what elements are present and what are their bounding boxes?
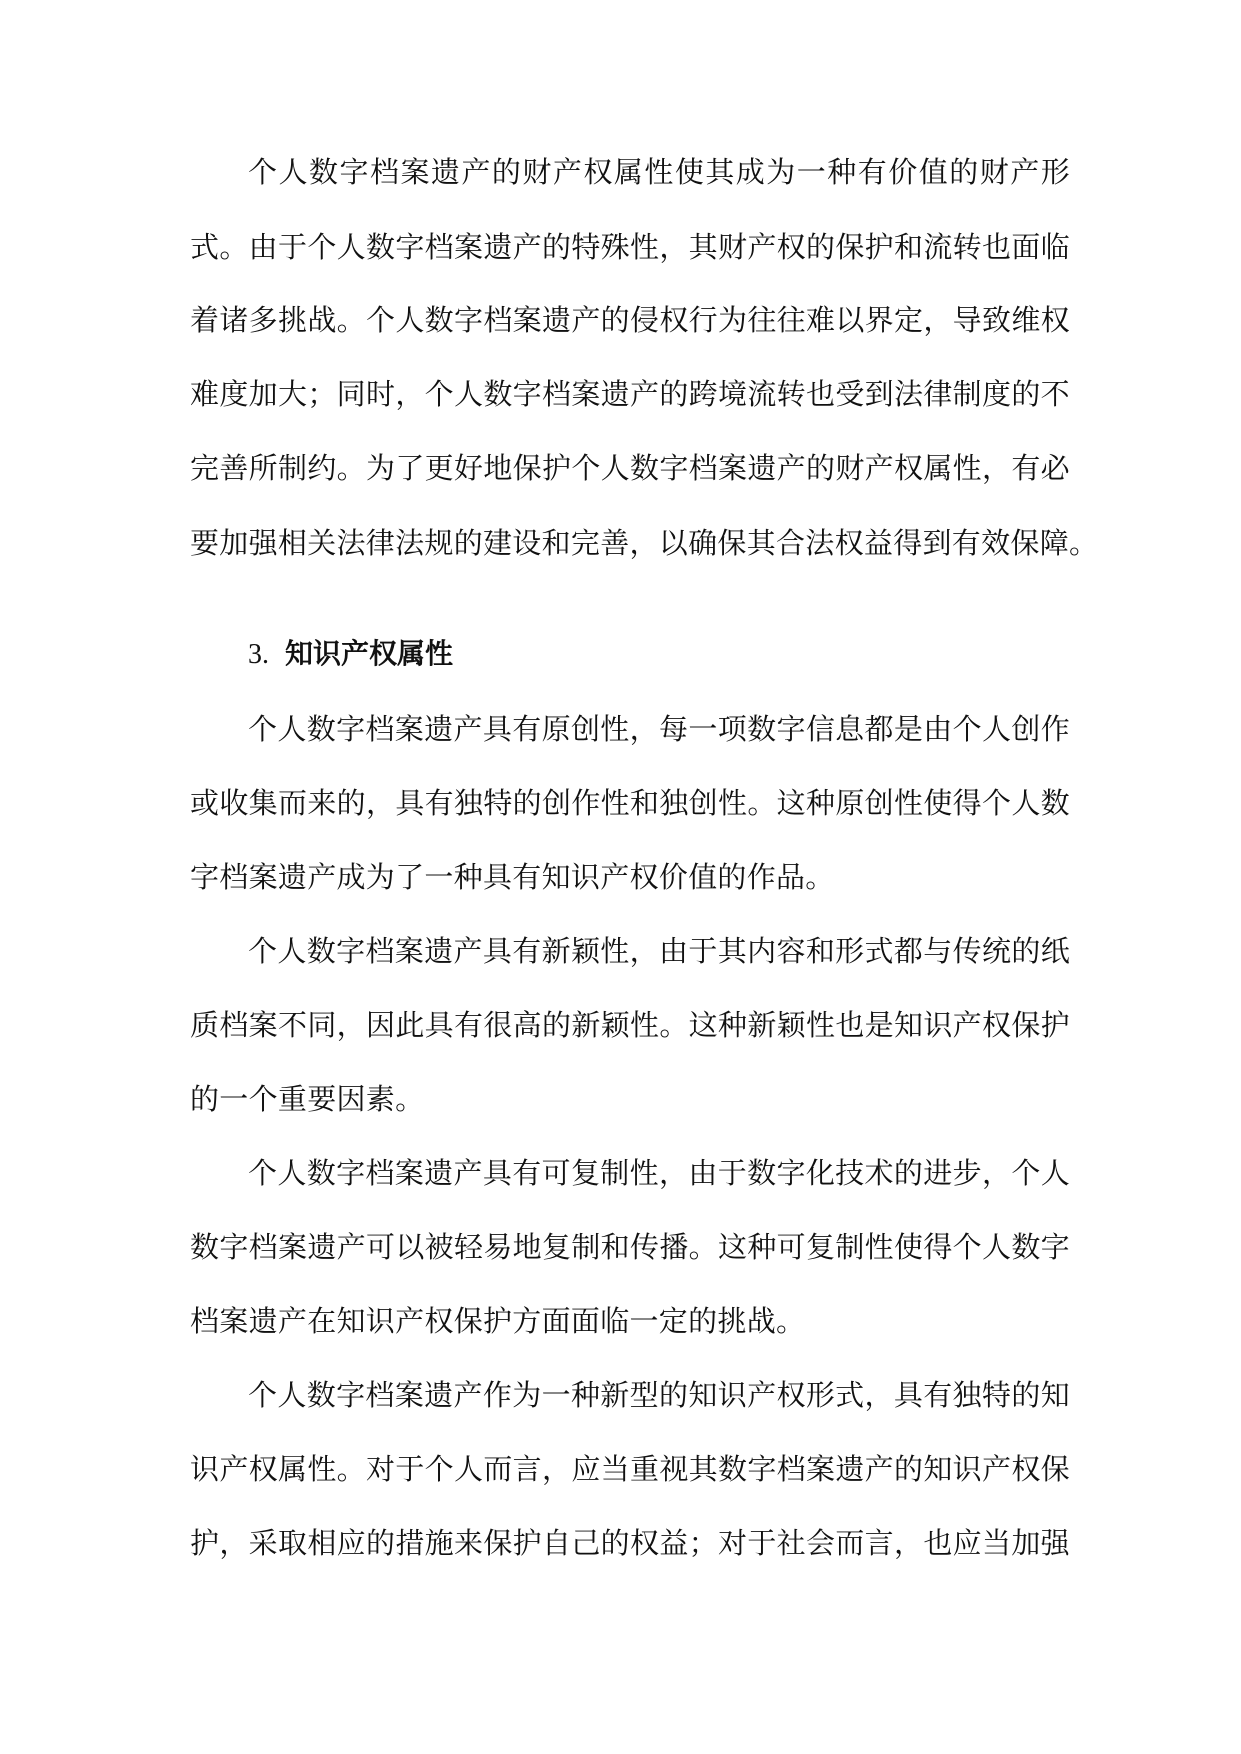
section-number: 3. [248,639,269,670]
paragraph-5-line-3: 护，采取相应的措施来保护自己的权益；对于社会而言，也应当加强 [190,1526,1070,1560]
paragraph-3-line-2: 质档案不同，因此具有很高的新颖性。这种新颖性也是知识产权保护 [190,1008,1070,1042]
paragraph-1-line-4: 难度加大；同时，个人数字档案遗产的跨境流转也受到法律制度的不 [190,377,1070,411]
paragraph-1-line-3: 着诸多挑战。个人数字档案遗产的侵权行为往往难以界定，导致维权 [190,303,1070,337]
paragraph-4-line-1: 个人数字档案遗产具有可复制性，由于数字化技术的进步，个人 [248,1156,1070,1190]
paragraph-4-line-3: 档案遗产在知识产权保护方面面临一定的挑战。 [190,1304,806,1338]
paragraph-1-line-5: 完善所制约。为了更好地保护个人数字档案遗产的财产权属性，有必 [190,451,1070,485]
paragraph-1-line-1: 个人数字档案遗产的财产权属性使其成为一种有价值的财产形 [248,155,1070,189]
paragraph-3-line-1: 个人数字档案遗产具有新颖性，由于其内容和形式都与传统的纸 [248,934,1070,968]
section-title: 知识产权属性 [285,637,454,670]
paragraph-2-line-3: 字档案遗产成为了一种具有知识产权价值的作品。 [190,860,835,894]
paragraph-5-line-2: 识产权属性。对于个人而言，应当重视其数字档案遗产的知识产权保 [190,1452,1070,1486]
paragraph-4-line-2: 数字档案遗产可以被轻易地复制和传播。这种可复制性使得个人数字 [190,1230,1070,1264]
paragraph-5-line-1: 个人数字档案遗产作为一种新型的知识产权形式，具有独特的知 [248,1378,1070,1412]
paragraph-1-line-2: 式。由于个人数字档案遗产的特殊性，其财产权的保护和流转也面临 [190,230,1070,264]
paragraph-1-line-6: 要加强相关法律法规的建设和完善，以确保其合法权益得到有效保障。 [190,526,1099,560]
paragraph-3-line-3: 的一个重要因素。 [190,1082,425,1116]
paragraph-2-line-2: 或收集而来的，具有独特的创作性和独创性。这种原创性使得个人数 [190,786,1070,820]
paragraph-2-line-1: 个人数字档案遗产具有原创性，每一项数字信息都是由个人创作 [248,712,1070,746]
section-heading [248,634,453,674]
